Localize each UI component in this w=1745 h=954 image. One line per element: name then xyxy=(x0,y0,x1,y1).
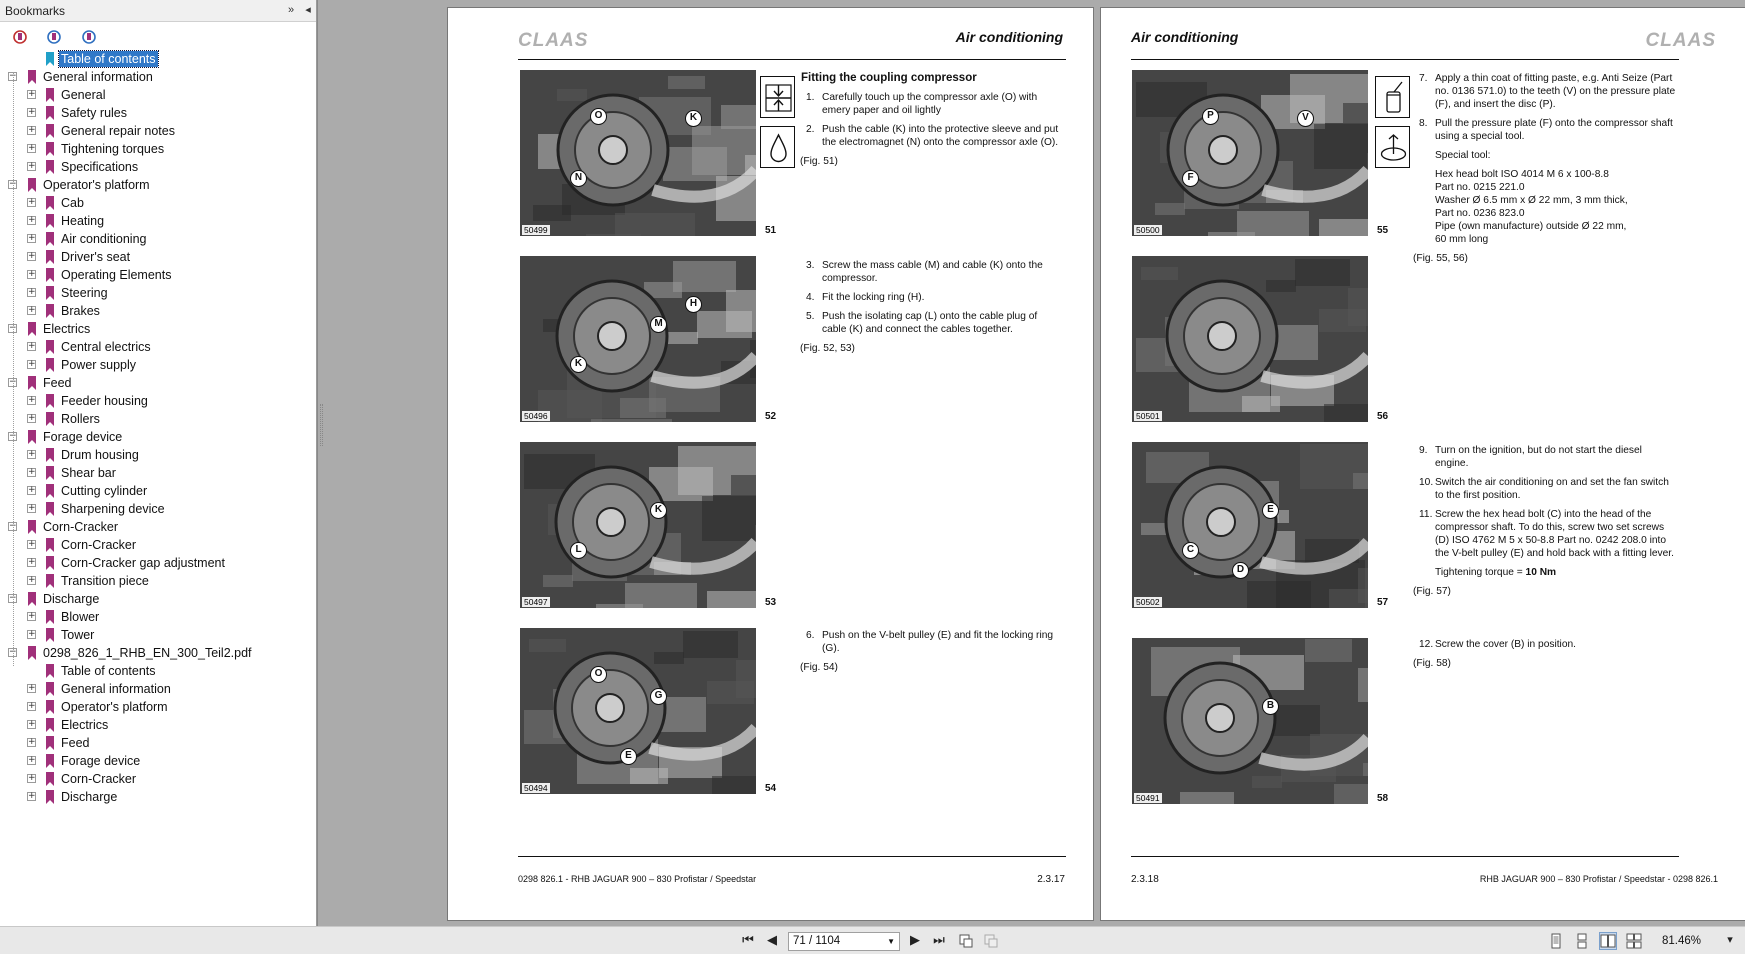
figure-id: 50496 xyxy=(524,411,548,421)
tree-expander-icon[interactable]: + xyxy=(28,89,36,99)
instruction-step: 3. Screw the mass cable (M) and cable (K) onto the compressor. xyxy=(806,260,1043,284)
bookmark-icon xyxy=(27,646,37,660)
paste-tube-icon xyxy=(1375,76,1410,118)
bookmark-label[interactable]: Discharge xyxy=(61,790,118,804)
figure-id: 50500 xyxy=(1136,225,1160,235)
bookmark-item[interactable] xyxy=(0,608,316,626)
bookmark-icon xyxy=(45,772,55,786)
prev-view-icon[interactable] xyxy=(958,933,974,949)
header-rule xyxy=(1131,59,1679,60)
instruction-step: 11. Screw the hex head bolt (C) into the head of the compressor shaft. To do this, screw two set screws (D) ISO 4762 M 5 x 50-8.8 Part no. 0242 208.0 into the V-belt pulley (E) and hold back with a fitting lever. xyxy=(1419,509,1674,559)
special-tool-icon xyxy=(1375,126,1410,168)
figure-callout: H xyxy=(685,296,702,313)
tree-expander-icon[interactable]: + xyxy=(28,485,36,495)
tree-expander-icon[interactable]: − xyxy=(9,179,17,189)
tree-expander-icon[interactable]: + xyxy=(28,143,36,153)
tree-expander-icon[interactable]: + xyxy=(28,359,36,369)
bookmark-label[interactable]: Forage device xyxy=(61,754,141,768)
figure-callout: P xyxy=(1202,108,1219,125)
footer-doc-ref: 0298 826.1 - RHB JAGUAR 900 – 830 Profistar / Speedstar xyxy=(518,874,757,884)
bookmark-item[interactable] xyxy=(0,500,316,518)
steps-block-1 xyxy=(800,91,1062,168)
footer-rule xyxy=(518,856,1066,857)
bookmark-item[interactable] xyxy=(0,302,316,320)
bookmark-icon xyxy=(45,358,55,372)
bookmark-item[interactable] xyxy=(0,140,316,158)
figure-callout: F xyxy=(1182,170,1199,187)
bookmark-item[interactable] xyxy=(0,338,316,356)
figure-reference: (Fig. 57) xyxy=(1413,586,1451,597)
bookmark-item[interactable] xyxy=(0,320,316,338)
bookmark-item[interactable] xyxy=(0,518,316,536)
instruction-step: 2. Push the cable (K) into the protective sleeve and put the electromagnet (N) onto the compressor axle (O). xyxy=(806,124,1059,148)
bookmark-item[interactable] xyxy=(0,788,316,806)
bookmark-label[interactable]: Table of contents xyxy=(61,664,156,678)
continuous-view-icon[interactable] xyxy=(1574,933,1590,949)
bookmark-icon xyxy=(45,466,55,480)
tree-expander-icon[interactable]: + xyxy=(28,719,36,729)
instruction-step: 10. Switch the air conditioning on and set the fan switch to the first position. xyxy=(1419,477,1669,501)
figure-photo xyxy=(1132,638,1368,804)
instruction-step: 4. Fit the locking ring (H). xyxy=(806,292,925,303)
bookmark-item[interactable] xyxy=(0,716,316,734)
figure-id: 50491 xyxy=(1136,793,1160,803)
bookmark-label[interactable]: Drum housing xyxy=(61,448,139,462)
bookmark-item[interactable] xyxy=(0,158,316,176)
bookmark-icon xyxy=(45,268,55,282)
instruction-step: 8. Pull the pressure plate (F) onto the compressor shaft using a special tool. xyxy=(1419,118,1673,142)
tree-expander-icon[interactable]: + xyxy=(28,125,36,135)
collapse-panel-icon[interactable]: ◂ xyxy=(305,4,311,16)
footer-page-num: 2.3.17 xyxy=(1037,874,1065,885)
figure-photo xyxy=(520,442,756,608)
bookmark-icon xyxy=(45,538,55,552)
bookmark-label[interactable]: Operator's platform xyxy=(43,178,150,192)
bookmarks-header xyxy=(0,0,316,22)
bookmark-icon xyxy=(45,340,55,354)
bookmark-label[interactable]: Feed xyxy=(43,376,72,390)
next-view-icon[interactable] xyxy=(983,933,999,949)
special-tool-block: Special tool: Hex head bolt ISO 4014 M 6 x 100-8.8 Part no. 0215 221.0 Washer Ø 6.5 mm x Ø 22 mm, 3 mm thick, Part no. 0236 823.0 Pipe (own manufacture) outside Ø 22 mm, 60 mm long xyxy=(1435,150,1628,245)
steps-block-3 xyxy=(800,629,1062,674)
figure-id: 50502 xyxy=(1136,597,1160,607)
page-number-value: 71 / 1104 xyxy=(793,935,841,947)
instruction-step: 7. Apply a thin coat of fitting paste, e.g. Anti Seize (Part no. 0136 571.0) to the teeth (V) on the pressure plate (F), and insert the disc (P). xyxy=(1419,73,1676,110)
tree-expander-icon[interactable]: + xyxy=(28,341,36,351)
pdf-page-left xyxy=(447,7,1094,921)
instruction-step: 9. Turn on the ignition, but do not start the diesel engine. xyxy=(1419,445,1642,469)
figure-callout: G xyxy=(650,688,667,705)
figure-reference: (Fig. 51) xyxy=(800,156,838,167)
continuous-facing-view-icon[interactable] xyxy=(1626,933,1642,949)
tree-expander-icon[interactable]: + xyxy=(28,773,36,783)
footer-doc-ref: RHB JAGUAR 900 – 830 Profistar / Speedstar - 0298 826.1 xyxy=(1479,874,1718,884)
steps-block-2 xyxy=(800,259,1062,355)
claas-logo: CLAAS xyxy=(518,30,589,51)
bookmark-expand-icon[interactable] xyxy=(46,29,62,45)
bookmark-icon xyxy=(45,286,55,300)
bookmark-item[interactable] xyxy=(0,230,316,248)
tree-expander-icon[interactable]: + xyxy=(28,557,36,567)
panel-splitter[interactable] xyxy=(317,0,318,926)
figure-number: 51 xyxy=(765,225,777,236)
figure-photo xyxy=(520,628,756,794)
tree-expander-icon[interactable]: + xyxy=(28,197,36,207)
bookmark-label[interactable]: Feed xyxy=(61,736,90,750)
bookmark-find-icon[interactable] xyxy=(81,29,97,45)
header-rule xyxy=(518,59,1066,60)
bookmark-icon xyxy=(45,736,55,750)
figure-number: 58 xyxy=(1377,793,1389,804)
figure-callout: C xyxy=(1182,542,1199,559)
bookmark-item[interactable] xyxy=(0,446,316,464)
figure-callout: K xyxy=(685,110,702,127)
claas-logo: CLAAS xyxy=(1645,30,1716,51)
bookmark-item[interactable] xyxy=(0,770,316,788)
figure-callout: E xyxy=(1262,502,1279,519)
bookmark-icon xyxy=(27,376,37,390)
tree-expander-icon[interactable]: − xyxy=(9,647,17,657)
bookmark-item[interactable] xyxy=(0,194,316,212)
footer-rule xyxy=(1131,856,1679,857)
figure-callout: M xyxy=(650,316,667,333)
figure-reference: (Fig. 52, 53) xyxy=(800,343,855,354)
bookmark-label[interactable]: 0298_826_1_RHB_EN_300_Teil2.pdf xyxy=(43,646,252,660)
bookmark-label[interactable]: Heating xyxy=(61,214,105,228)
bookmarks-toolbar xyxy=(0,22,316,50)
figure-id: 50494 xyxy=(524,783,548,793)
bookmark-icon xyxy=(45,628,55,642)
figure-number: 52 xyxy=(765,411,777,422)
figure-reference: (Fig. 55, 56) xyxy=(1413,253,1468,264)
bookmark-item[interactable] xyxy=(0,104,316,122)
bookmark-label[interactable]: Brakes xyxy=(61,304,100,318)
bookmark-item[interactable] xyxy=(0,212,316,230)
bookmark-icon xyxy=(45,700,55,714)
tree-expander-icon[interactable]: + xyxy=(28,629,36,639)
figure-callout: K xyxy=(570,356,587,373)
bookmark-item[interactable] xyxy=(0,752,316,770)
bookmark-label[interactable]: General repair notes xyxy=(61,124,175,138)
figure-id: 50497 xyxy=(524,597,548,607)
expand-panel-icon[interactable]: » xyxy=(287,4,295,16)
bookmark-item[interactable] xyxy=(0,554,316,572)
splitter-grip[interactable] xyxy=(320,404,323,446)
prev-page-icon[interactable]: ◀ xyxy=(767,933,777,948)
bookmark-icon xyxy=(27,520,37,534)
bookmark-label[interactable]: Operating Elements xyxy=(61,268,172,282)
tree-expander-icon[interactable]: + xyxy=(28,791,36,801)
tree-expander-icon[interactable]: + xyxy=(28,305,36,315)
pdf-page-right xyxy=(1100,7,1745,921)
zoom-level[interactable]: 81.46% xyxy=(1662,935,1702,947)
tree-expander-icon[interactable]: + xyxy=(28,395,36,405)
bookmark-item[interactable] xyxy=(0,50,316,68)
bookmark-label[interactable]: Transition piece xyxy=(61,574,149,588)
facing-view-icon[interactable] xyxy=(1600,933,1616,949)
tree-expander-icon[interactable]: − xyxy=(9,377,17,387)
figure-photo xyxy=(520,70,756,236)
bookmark-label[interactable]: Blower xyxy=(61,610,100,624)
bookmark-label[interactable]: Tower xyxy=(61,628,95,642)
tree-expander-icon[interactable]: + xyxy=(28,287,36,297)
figure-number: 55 xyxy=(1377,225,1389,236)
tree-expander-icon[interactable]: + xyxy=(28,269,36,279)
bookmark-label[interactable]: Safety rules xyxy=(61,106,128,120)
tree-expander-icon[interactable]: + xyxy=(28,701,36,711)
bookmark-icon xyxy=(27,592,37,606)
bookmark-item[interactable] xyxy=(0,698,316,716)
bookmark-item[interactable] xyxy=(0,644,316,662)
bookmark-item[interactable] xyxy=(0,536,316,554)
bookmark-icon xyxy=(45,394,55,408)
bookmark-icon xyxy=(45,502,55,516)
figure-callout: N xyxy=(570,170,587,187)
bookmark-item[interactable] xyxy=(0,482,316,500)
zoom-dropdown-icon[interactable]: ▾ xyxy=(1727,933,1733,946)
figure-number: 56 xyxy=(1377,411,1389,422)
tree-expander-icon[interactable]: − xyxy=(9,521,17,531)
bookmark-item[interactable] xyxy=(0,122,316,140)
instruction-step: 6. Push on the V-belt pulley (E) and fit the locking ring (G). xyxy=(806,630,1054,654)
bookmark-icon xyxy=(27,322,37,336)
tree-expander-icon[interactable]: + xyxy=(28,737,36,747)
bookmark-icon xyxy=(45,484,55,498)
single-page-view-icon[interactable] xyxy=(1548,933,1564,949)
bookmark-item[interactable] xyxy=(0,428,316,446)
figure-callout: L xyxy=(570,542,587,559)
bookmark-item[interactable] xyxy=(0,572,316,590)
bookmark-icon xyxy=(45,556,55,570)
bookmark-label[interactable]: Corn-Cracker xyxy=(61,772,137,786)
bookmark-item[interactable] xyxy=(0,464,316,482)
bookmarks-title: Bookmarks xyxy=(5,4,66,18)
bookmark-icon xyxy=(45,214,55,228)
bookmark-label[interactable]: Specifications xyxy=(61,160,139,174)
section-title: Fitting the coupling compressor xyxy=(801,72,977,84)
bookmark-icon xyxy=(45,142,55,156)
bookmark-label[interactable]: Power supply xyxy=(61,358,137,372)
tree-expander-icon[interactable]: + xyxy=(28,611,36,621)
figure-reference: (Fig. 54) xyxy=(800,662,838,673)
bookmark-label[interactable]: Corn-Cracker xyxy=(61,538,137,552)
chevron-down-icon[interactable]: ▼ xyxy=(887,937,895,946)
bookmark-label[interactable]: Cab xyxy=(61,196,84,210)
next-page-icon[interactable]: ▶ xyxy=(910,933,920,948)
oil-drop-icon xyxy=(760,126,795,168)
tree-expander-icon[interactable]: + xyxy=(28,161,36,171)
tree-expander-icon[interactable]: − xyxy=(9,431,17,441)
tree-expander-icon[interactable]: − xyxy=(9,323,17,333)
bookmark-icon xyxy=(45,718,55,732)
bookmark-item[interactable] xyxy=(0,680,316,698)
footer-page-num: 2.3.18 xyxy=(1131,874,1159,885)
navigation-bar xyxy=(0,926,1745,954)
bookmark-icon xyxy=(45,664,55,678)
bookmark-icon xyxy=(45,250,55,264)
bookmark-icon xyxy=(27,70,37,84)
figure-reference: (Fig. 58) xyxy=(1413,658,1451,669)
bookmark-item[interactable] xyxy=(0,392,316,410)
bookmark-label[interactable]: Corn-Cracker xyxy=(43,520,119,534)
bookmark-label[interactable]: Driver's seat xyxy=(61,250,131,264)
bookmark-label[interactable]: Feeder housing xyxy=(61,394,148,408)
tree-expander-icon[interactable]: + xyxy=(28,107,36,117)
bookmark-label[interactable]: Cutting cylinder xyxy=(61,484,148,498)
bookmark-item[interactable] xyxy=(0,248,316,266)
bookmark-icon xyxy=(27,178,37,192)
tree-expander-icon[interactable]: + xyxy=(28,683,36,693)
page-title: Air conditioning xyxy=(1131,29,1239,45)
bookmark-label[interactable]: Tightening torques xyxy=(61,142,165,156)
tree-expander-icon[interactable]: + xyxy=(28,503,36,513)
bookmark-icon xyxy=(45,304,55,318)
bookmark-label[interactable]: Discharge xyxy=(43,592,100,606)
figure-callout: K xyxy=(650,502,667,519)
steps-block-1 xyxy=(1413,72,1678,265)
bookmark-icon xyxy=(45,106,55,120)
page-number-input[interactable] xyxy=(788,932,900,951)
bookmark-label[interactable]: Electrics xyxy=(61,718,109,732)
bookmark-icon xyxy=(45,682,55,696)
tree-expander-icon[interactable]: + xyxy=(28,449,36,459)
figure-photo xyxy=(520,256,756,422)
tree-expander-icon[interactable]: + xyxy=(28,575,36,585)
bookmark-item[interactable] xyxy=(0,284,316,302)
bookmark-icon xyxy=(45,124,55,138)
bookmark-item[interactable] xyxy=(0,662,316,680)
bookmark-delete-icon[interactable] xyxy=(12,29,28,45)
figure-callout: V xyxy=(1297,110,1314,127)
figure-id: 50499 xyxy=(524,225,548,235)
bookmark-label[interactable]: Sharpening device xyxy=(61,502,165,516)
first-page-icon[interactable]: ⏮ xyxy=(742,933,754,948)
bookmark-label[interactable]: Electrics xyxy=(43,322,91,336)
bookmark-item[interactable] xyxy=(0,626,316,644)
bookmark-item[interactable] xyxy=(0,734,316,752)
figure-id: 50501 xyxy=(1136,411,1160,421)
bookmark-label[interactable]: General information xyxy=(43,70,153,84)
bookmark-label[interactable]: Central electrics xyxy=(61,340,151,354)
steps-block-2 xyxy=(1413,444,1678,598)
figure-callout: O xyxy=(590,666,607,683)
tree-expander-icon[interactable]: + xyxy=(28,251,36,261)
bookmark-icon xyxy=(45,52,55,66)
bookmark-icon xyxy=(45,790,55,804)
instruction-step: 12. Screw the cover (B) in position. xyxy=(1419,639,1576,650)
tree-expander-icon[interactable]: − xyxy=(9,593,17,603)
bookmark-item[interactable] xyxy=(0,374,316,392)
bookmark-item[interactable] xyxy=(0,68,316,86)
bookmark-label[interactable]: Air conditioning xyxy=(61,232,147,246)
bookmark-icon xyxy=(45,88,55,102)
figure-callout: O xyxy=(590,108,607,125)
figure-number: 53 xyxy=(765,597,777,608)
steps-block-3 xyxy=(1413,638,1678,670)
compress-symbol-icon xyxy=(760,76,795,118)
bookmark-item[interactable] xyxy=(0,86,316,104)
tree-expander-icon[interactable]: + xyxy=(28,755,36,765)
bookmark-icon xyxy=(45,574,55,588)
tree-expander-icon[interactable]: − xyxy=(9,71,17,81)
bookmark-label[interactable]: Rollers xyxy=(61,412,100,426)
bookmark-label[interactable]: General information xyxy=(61,682,171,696)
bookmark-icon xyxy=(45,232,55,246)
tree-expander-icon[interactable]: + xyxy=(28,467,36,477)
bookmark-item[interactable] xyxy=(0,176,316,194)
bookmark-label[interactable]: Steering xyxy=(61,286,108,300)
tree-expander-icon[interactable]: + xyxy=(28,215,36,225)
bookmark-item[interactable] xyxy=(0,590,316,608)
bookmark-label[interactable]: Table of contents xyxy=(61,52,156,66)
bookmark-label[interactable]: Shear bar xyxy=(61,466,116,480)
figure-number: 54 xyxy=(765,783,777,794)
bookmark-label[interactable]: Corn-Cracker gap adjustment xyxy=(61,556,225,570)
figure-number: 57 xyxy=(1377,597,1389,608)
bookmarks-panel xyxy=(0,0,317,926)
instruction-step: 5. Push the isolating cap (L) onto the cable plug of cable (K) and connect the cables together. xyxy=(806,311,1038,335)
bookmark-label[interactable]: Operator's platform xyxy=(61,700,168,714)
bookmark-icon xyxy=(45,412,55,426)
bookmark-icon xyxy=(45,448,55,462)
figure-photo xyxy=(1132,442,1368,608)
figure-callout: D xyxy=(1232,562,1249,579)
bookmark-item[interactable] xyxy=(0,266,316,284)
figure-callout: B xyxy=(1262,698,1279,715)
figure-callout: E xyxy=(620,748,637,765)
bookmark-icon xyxy=(45,160,55,174)
bookmark-icon xyxy=(45,610,55,624)
figure-photo xyxy=(1132,256,1368,422)
last-page-icon[interactable]: ⏭ xyxy=(933,933,945,948)
bookmark-icon xyxy=(45,196,55,210)
bookmark-item[interactable] xyxy=(0,356,316,374)
figure-photo xyxy=(1132,70,1368,236)
bookmark-label[interactable]: General xyxy=(61,88,106,102)
page-title: Air conditioning xyxy=(955,29,1063,45)
bookmark-icon xyxy=(27,430,37,444)
tree-expander-icon[interactable]: + xyxy=(28,413,36,423)
bookmark-icon xyxy=(45,754,55,768)
tightening-torque: Tightening torque = 10 Nm xyxy=(1435,567,1557,578)
tree-expander-icon[interactable]: + xyxy=(28,233,36,243)
bookmark-label[interactable]: Forage device xyxy=(43,430,123,444)
instruction-step: 1. Carefully touch up the compressor axle (O) with emery paper and oil lightly xyxy=(806,92,1038,116)
tree-expander-icon[interactable]: + xyxy=(28,539,36,549)
bookmark-item[interactable] xyxy=(0,410,316,428)
